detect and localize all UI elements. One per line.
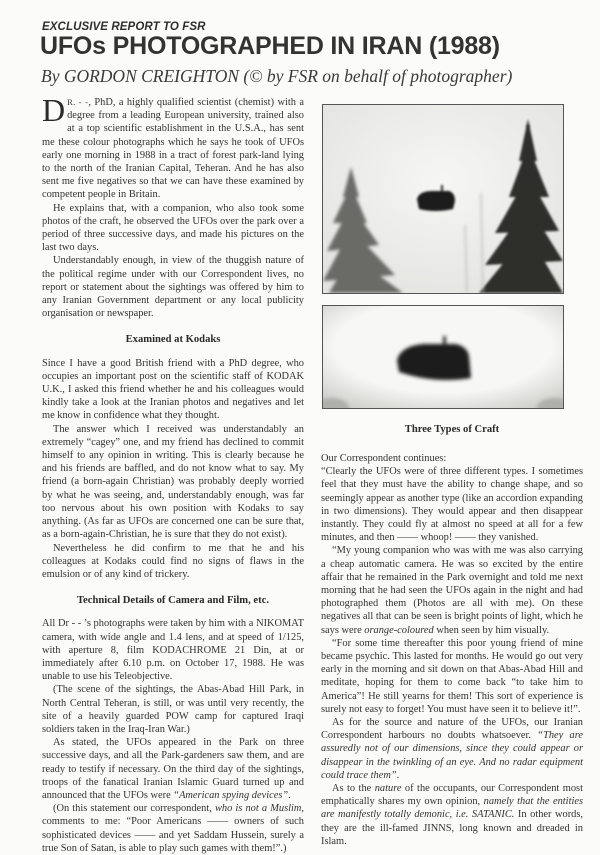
text-run: As to the (332, 783, 375, 795)
page-title: UFOs PHOTOGRAPHED IN IRAN (1988) (40, 32, 500, 60)
paragraph (321, 716, 583, 782)
italic-run: nature (374, 783, 402, 795)
text-run: . (288, 789, 291, 801)
ufo-photo-2-image (323, 306, 563, 408)
paragraph: All Dr - - ’s photographs were taken by him with a NIKOMAT camera, with wide angle and 1.4 lens, and at speed of 1/125, with aperture 8, film KODACHROME 21 Din, at or immediately after 6.10 p.m. on October 17, 1988. He was unable to use his Teleobjective. (42, 618, 304, 683)
italic-run: namely that the entities are manifestly totally demonic, i.e. SATANIC. (321, 796, 584, 821)
italic-run: orange-coloured (364, 624, 434, 636)
ufo-photo-2 (322, 305, 564, 409)
intro-text: , PhD, a highly qualified scientist (chemist) with a degree from a leading European university, trained also at a top scientific establishment in the U.S.A., has sent me these colour photographs which he says he took of UFOs early one morning in 1988 in a tract of forest park-land lying to the north of the Iranian Capital, Teheran. And he has also sent me five negatives so that we can have these examined by competent people in Britain. (42, 97, 304, 201)
byline: By GORDON CREIGHTON (© by FSR on behalf of photographer) (41, 66, 513, 86)
paragraph: “For some time thereafter this poor young friend of mine became psychic. This lasted for months. He would go out very early in the morning and sit down on that Abas-Abad Hill and meditate, hoping for them to come back “to take him to America”! He still yearns for them! This sort of experience is surely not easy to forget! You must have seen it to believe it!”. (321, 637, 583, 715)
text-run: In other words, they are the ill-famed JINNS, long known and dreaded in Islam. (321, 809, 584, 847)
paragraph (321, 782, 583, 848)
paragraph (42, 802, 304, 855)
paragraph: He explains that, with a companion, who also took some photos of the craft, he observed the UFOs over the park over a period of three successive days, and made his pictures on the last two days. (42, 202, 304, 254)
section-heading-technical: Technical Details of Camera and Film, etc. (76, 595, 270, 607)
text-run: As stated, the UFOs appeared in the Park on three successive days, and all the Park-gardeners saw them, and are ready to testify if necessary. On the third day of the sightings, troops of the fanatical Iranian Islamic Guard turned up and announced that the UFOs were (42, 737, 304, 801)
drop-cap: D (42, 92, 66, 128)
text-run: comments to me: “Poor Americans —— owners of such sophisticated devices —— and yet Saddam Hussein, surely a true Son of Satan, is able to play such games with them!”.) (42, 816, 304, 854)
section-heading-kodaks: Examined at Kodaks (125, 334, 221, 346)
paragraph: Nevertheless he did confirm to me that he and his colleagues at Kodaks could find no signs of flaws in the emulsion or of any kind of trickery. (42, 542, 304, 580)
ufo-photo-1 (322, 104, 564, 294)
kicker: EXCLUSIVE REPORT TO FSR (42, 21, 206, 33)
text-run: of the occupants, our Correspondent most emphatically shares my own opinion, (321, 783, 583, 808)
section-heading-three-types: Three Types of Craft (404, 424, 500, 435)
italic-run: “They are assuredly not of our dimensions, since they could appear or disappear in the twinkling of an eye. And no radar equipment could trace them” (321, 730, 584, 781)
intro-paragraph (42, 92, 304, 202)
paragraph: Since I have a good British friend with a PhD degree, who occupies an important post on the scientific staff of KODAK U.K., I asked this friend whether he and his colleagues would kindly take a look at the Iranian photos and negatives and let me know in confidence what they thought. (42, 357, 304, 422)
text-run: . (396, 769, 400, 781)
left-column (42, 92, 304, 855)
paragraph: The answer which I received was understandably an extremely “cagey” one, and my friend has declined to commit himself to any opinion in writing. This is clearly because he and his friends are baffled, and do not know what to say. My friend (a born-again Christian) was probably deeply worried by what he was seeing, and, understandably enough, was far too nervous about his own position with Kodaks to say anything. (As far as UFOs are concerned one can be sure that, as a born-again-Christian, he is sure that they do not exist). (42, 423, 304, 541)
italic-run: who is not a Muslim, (214, 803, 304, 815)
text-run: “My young companion who was with me was also carrying a cheap automatic camera. He was so excited by the entire affair that he remained in the Park overnight and told me next morning that he had seen the UFOs again in the night and had photographed them (Photos are all with me). On these negatives all that can be seen is bright points of light, which he says were (321, 545, 583, 636)
text-run: As for the source and nature of the UFOs, our Iranian Correspondent harbours no doubts whatsoever. (321, 717, 583, 742)
paragraph (321, 544, 583, 636)
paragraph: “Clearly the UFOs were of three different types. I sometimes feel that they must have the ability to change shape, and so seemingly appear as another type (like an accordion expanding in two dimensions). They would appear and then disappear instantly. They could fly at almost no speed at all for a few minutes, and then —— whoop! —— they vanished. (321, 466, 583, 544)
intro-smallcaps: R. - - (67, 97, 89, 107)
paragraph: Our Correspondent continues: (321, 453, 447, 464)
italic-run: “American spying devices” (173, 789, 289, 801)
text-run: when seen by him visually. (433, 624, 550, 636)
paragraph: (The scene of the sightings, the Abas-Abad Hill Park, in North Central Teheran, is still, or was until very recently, the site of a heavily guarded POW camp for captured Iraqi soldiers taken in the Iraq-Iran War.) (42, 684, 304, 735)
right-column (321, 452, 583, 848)
paragraph (42, 736, 304, 802)
ufo-photo-1-image (323, 105, 563, 293)
paragraph: Understandably enough, in view of the thuggish nature of the political regime under with our Correspondent lives, no report or statement about the sightings was offered by him to any Iranian Government department or any local publicity organisation or newspaper. (42, 255, 304, 320)
text-run: (On this statement our correspondent, (53, 803, 215, 815)
